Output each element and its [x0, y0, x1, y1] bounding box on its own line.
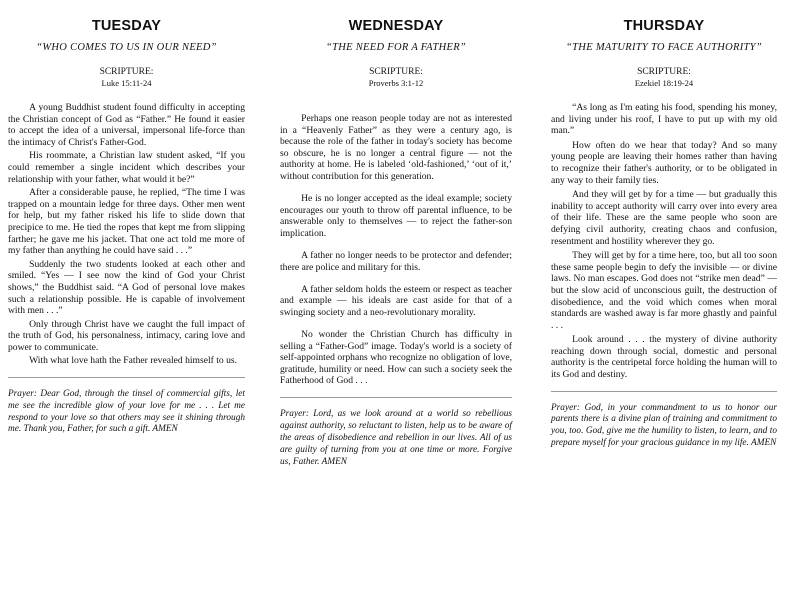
divider — [551, 391, 777, 392]
prayer: Prayer: God, in your commandment to us to honor our parents there is a divine plan of training and commitment to you, too. God, give me the humility to listen, to learn, and to prepare myself for your gracious guidance in my life. AMEN — [551, 402, 777, 449]
paragraph: His roommate, a Christian law student asked, “If you could remember a single incident which describes your relationship with your father, what would it be?” — [8, 150, 245, 185]
paragraph: Only through Christ have we caught the full impact of the truth of God, his personalness, intimacy, caring love and power to communicate. — [8, 318, 245, 353]
prayer: Prayer: Dear God, through the tinsel of commercial gifts, let me see the incredible glow of your love for me . . . Let me respond to your love so that others may see it shining through me. Thank you, Father, for such a gift. AMEN — [8, 389, 245, 435]
devotion-body — [8, 102, 245, 367]
column-tuesday — [8, 16, 245, 436]
scripture-reference: Luke 15:11-24 — [101, 78, 152, 88]
devotion-title: “THE NEED FOR A FATHER” — [325, 42, 467, 53]
paragraph: Suddenly the two students looked at each other and smiled. “Yes — I see now the kind of God your Christ shows,” the Buddhist said. “A God of personal love makes such a relationship possible. He is capable of involvement with men . . .” — [8, 258, 245, 317]
paragraph: Perhaps one reason people today are not as interested in a “Heavenly Father” as they were a century ago, is because the role of the father in today's society has become so obscure, he is no longer a central figure — not the authority at home. He is labeled ‘old-fashioned,’ ‘out of it,’ without contribution for this generation. — [280, 113, 512, 182]
scripture-label: SCRIPTURE: — [99, 67, 154, 77]
paragraph: A young Buddhist student found difficulty in accepting the Christian concept of God as “Father.” He found it easier to accept the idea of a universal, impersonal life-force than the intimacy of Christ's Father-God. — [8, 102, 245, 148]
devotion-body — [551, 102, 777, 381]
devotion-title: “WHO COMES TO US IN OUR NEED” — [36, 42, 217, 53]
divider — [8, 377, 245, 378]
paragraph: He is no longer accepted as the ideal example; society encourages our youth to throw off parental influence, to be answerable only to themselves — to reject the father-son implication. — [280, 193, 512, 239]
divider — [280, 397, 512, 398]
paragraph: No wonder the Christian Church has difficulty in selling a “Father-God” image. Today's world is a society of self-appointed orphans who recognize no obligation of love, gratitude, humility or need. How can such a society seek the Fatherhood of God . . . — [280, 328, 512, 387]
paragraph: Look around . . . the mystery of divine authority reaching down through social, domestic and personal authority is the centripetal force holding the human will to its God and destiny. — [551, 334, 777, 381]
devotion-title: “THE MATURITY TO FACE AUTHORITY” — [566, 42, 762, 53]
prayer: Prayer: Lord, as we look around at a world so rebellious against authority, so reluctant to listen, help us to be aware of the areas of disobedience and rebellion in our lives. All of us are guilty of turning from you at one time or more. Forgive us, Father. AMEN — [280, 409, 512, 467]
devotion-body — [280, 113, 512, 387]
day-heading: WEDNESDAY — [348, 18, 444, 34]
day-heading: TUESDAY — [91, 18, 162, 34]
day-heading: THURSDAY — [623, 18, 705, 34]
scripture-reference: Proverbs 3:1-12 — [368, 78, 424, 88]
scripture-label: SCRIPTURE: — [637, 67, 691, 77]
paragraph: A father seldom holds the esteem or respect as teacher and example — his ideals are cast aside for that of a swinging society and a neo-revolutionary morality. — [280, 283, 512, 318]
column-wednesday — [280, 16, 512, 468]
scripture-label: SCRIPTURE: — [369, 67, 423, 77]
paragraph: After a considerable pause, he replied, “The time I was trapped on a mountain ledge for three days. Other men went for help, but my father risked his life to slide down that precipice to me. He tied the ropes that kept me from slipping farther; he gave me his jacket. That one act told me more of my father than anything he could have said . . .” — [8, 187, 245, 257]
paragraph: With what love hath the Father revealed himself to us. — [29, 355, 238, 367]
paragraph: They will get by for a time here, too, but all too soon these same people begin to defy the invisible — or divine laws. No man escapes. God does not “strike men dead” — but the slow acid of unconscious guilt, the destruction of disobedience, and the void which comes when moral standards are washed away is far more ghastly and painful . . . — [551, 250, 777, 331]
paragraph: “As long as I'm eating his food, spending his money, and living under his roof, I have to put up with my old man.” — [551, 102, 777, 137]
paragraph: And they will get by for a time — but gradually this inability to accept authority will carry over into every area of their life. These are the same people who soon are defying civil authority, creating chaos and confusion, resentment and hostility wherever they go. — [551, 189, 777, 247]
paragraph: How often do we hear that today? And so many young people are leaving their homes rather than having to recognize their father's authority, or to be obligated in any way to their family ties. — [551, 139, 777, 186]
scripture-reference: Ezekiel 18:19-24 — [634, 78, 694, 88]
column-thursday — [551, 16, 777, 450]
paragraph: A father no longer needs to be protector and defender; there are police and military for this. — [280, 249, 512, 273]
